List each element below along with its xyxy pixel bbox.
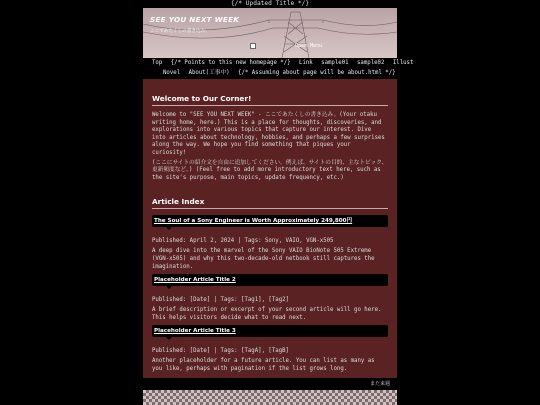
nav-menu — [143, 58, 414, 78]
welcome-paragraph: Welcome to "SEE YOU NEXT WEEK" - ここであたくしの書き込み。(Your otaku writing home, here.) This is a place for thoughts, discoveries, and explorations into various topics that capture our interest. Dive into articles about technology, hobbies, and perhaps a few surprises along the way. We hope you find something that piques your curiosity! — [152, 112, 385, 156]
welcome-paragraph-2: (ここにサイトの紹介文を自由に追加してください。例えば、サイトの目的、主なトピック、更新頻度など。) (Feel free to add more introductory text here, such as the site's purpose, main topics, update frequency, etc.) — [152, 159, 388, 181]
article-index-heading: Article Index — [152, 197, 205, 207]
site-subtitle: ここであたくしの書き込み。 — [150, 29, 210, 34]
main-content-panel — [143, 79, 397, 378]
article-title-bar — [152, 274, 388, 286]
article-description: A deep dive into the marvel of the Sony VAIO BioNote 505 Extreme (VGN-x505) and why this two-decade-old netbook still captures the imagination. — [152, 248, 375, 270]
open-menu-label[interactable]: Open Menu — [295, 43, 323, 49]
article-title-bar — [152, 325, 388, 337]
page-top-title: {/* Updated Title */} — [230, 0, 310, 7]
nav-item-comment-about: {/* Assuming about page will be about.html */} — [238, 70, 396, 76]
article-title-link[interactable]: The Soul of a Sony Engineer is Worth Approximately 249,800円 — [154, 218, 353, 225]
nav-item-illust[interactable]: Illust — [392, 60, 414, 66]
article-item — [152, 215, 388, 271]
nav-item-comment: {/* Points to this new homepage */} — [170, 60, 291, 66]
article-meta: Published: April 2, 2024 | Tags: Sony, VAIO, VGN-x505 — [152, 238, 334, 245]
article-item — [152, 274, 388, 322]
article-title-link[interactable]: Placeholder Article Title 2 — [154, 277, 236, 284]
article-description: Another placeholder for a future article. You can list as many as you like, perhaps with pagination if the list grows long. — [152, 358, 375, 372]
nav-row-2 — [143, 68, 397, 78]
article-title-link[interactable]: Placeholder Article Title 3 — [154, 328, 236, 335]
checker-footer-pattern — [143, 390, 397, 405]
nav-row-1 — [143, 58, 414, 68]
nav-item-about[interactable]: About(工事中) — [188, 70, 230, 76]
article-meta: Published: [Date] | Tags: [Tag1], [Tag2] — [152, 297, 289, 304]
see-you-next-week-link[interactable]: また来週 — [370, 381, 391, 387]
article-description: A brief description or excerpt of your second article will go here. This helps visitors decide what to read next. — [152, 307, 382, 321]
nav-item-novel[interactable]: Novel — [163, 70, 181, 76]
nav-item-link[interactable]: Link — [299, 60, 313, 66]
article-item — [152, 325, 388, 373]
welcome-heading: Welcome to Our Corner! — [152, 94, 252, 103]
site-title[interactable]: SEE YOU NEXT WEEK — [150, 15, 240, 24]
nav-item-sample01[interactable]: sample01 — [321, 60, 349, 66]
divider — [152, 105, 388, 106]
article-meta: Published: [Date] | Tags: [TagA], [TagB] — [152, 348, 289, 355]
menu-checkbox[interactable] — [250, 43, 256, 49]
nav-item-top[interactable]: Top — [152, 60, 163, 66]
nav-item-sample02[interactable]: sample02 — [357, 60, 385, 66]
divider — [152, 208, 388, 209]
article-title-bar — [152, 215, 388, 227]
site-banner — [143, 8, 397, 58]
